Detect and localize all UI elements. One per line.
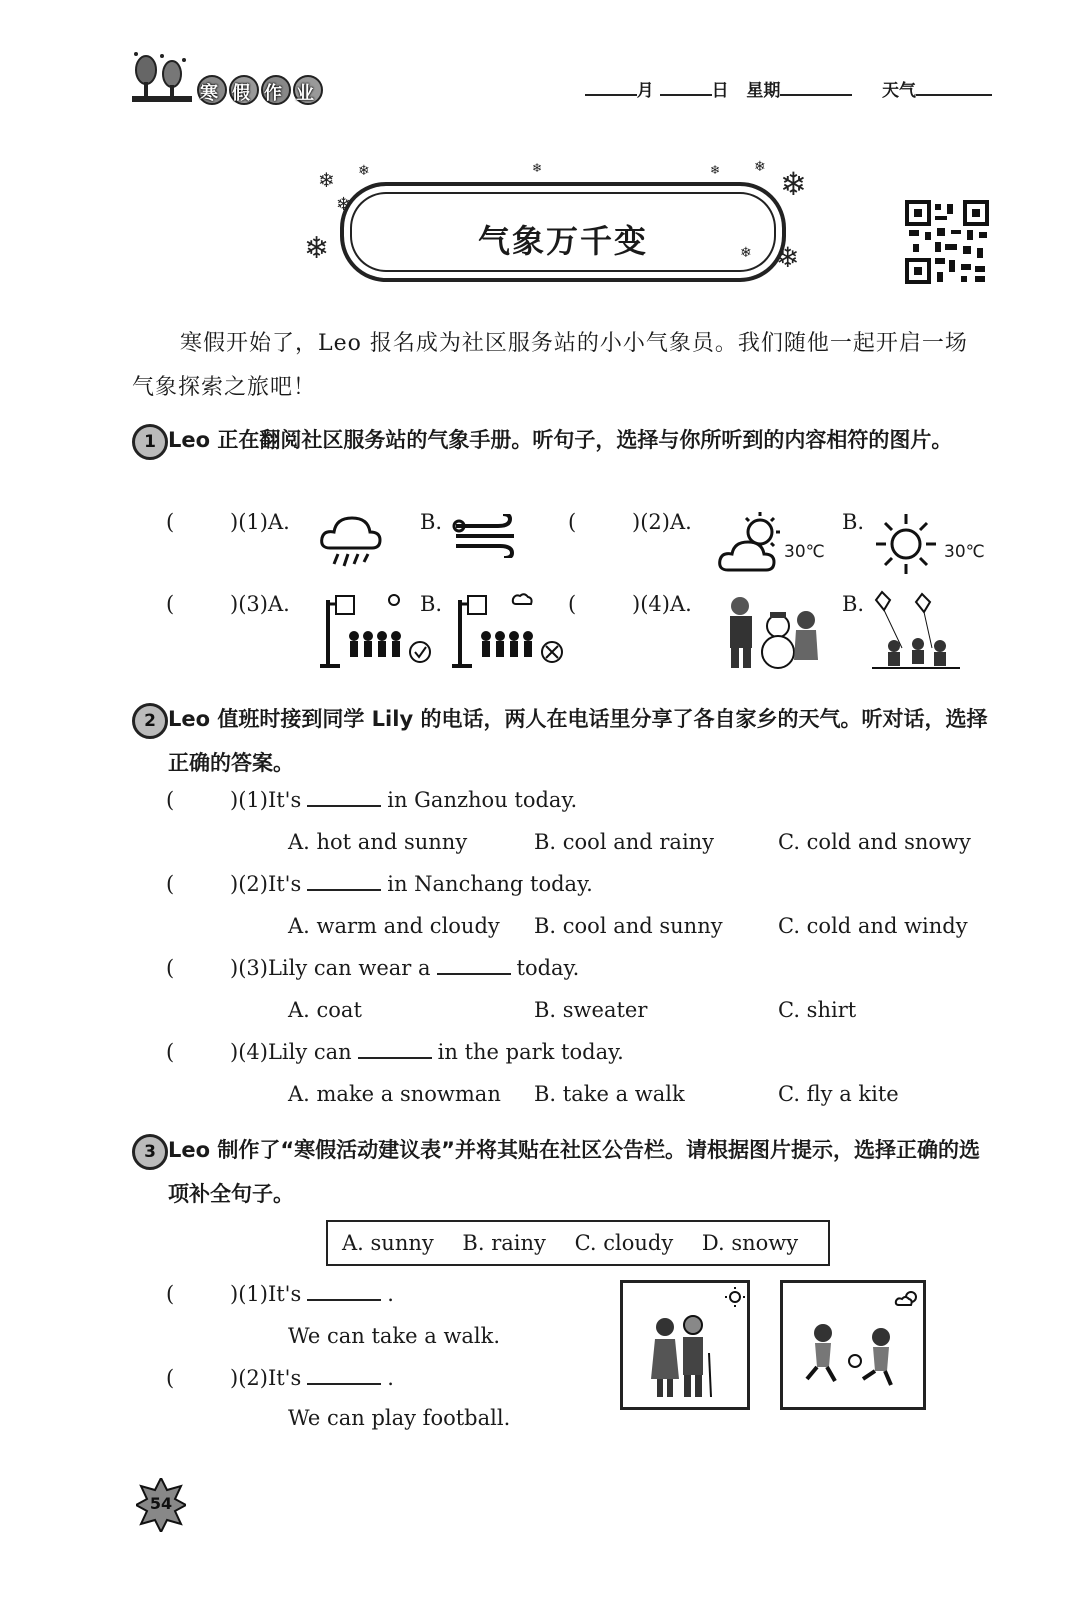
answer-paren[interactable]: ( (166, 956, 175, 980)
month-label: 月 (636, 81, 654, 101)
answer-paren[interactable]: ( (166, 510, 175, 534)
intro-paragraph (132, 322, 990, 410)
weather-blank[interactable] (916, 80, 992, 96)
temp-a: 30℃ (784, 542, 825, 562)
s2-q4-option-c[interactable]: C. fly a kite (778, 1082, 899, 1106)
weekday-blank[interactable] (780, 80, 852, 96)
s2-q2-rest: in Nanchang today. (387, 872, 593, 896)
title-banner (300, 160, 820, 290)
option-c[interactable]: C. cloudy (574, 1231, 674, 1255)
fill-blank[interactable] (437, 957, 511, 975)
temp-b: 30℃ (944, 542, 985, 562)
s2-q1-row (166, 788, 577, 812)
s1-q4-row (568, 592, 692, 616)
snowflake-icon: ❄ (710, 163, 721, 177)
s2-q3-label: )(3)Lily can wear a (230, 956, 431, 980)
section-1-number: 1 (132, 424, 168, 460)
s2-q4-option-b[interactable]: B. take a walk (534, 1082, 685, 1106)
snowman-picture (718, 590, 828, 672)
s2-q1-option-a[interactable]: A. hot and sunny (288, 830, 468, 854)
logo-text: 寒假作业 (200, 83, 328, 104)
section-2-instruction: Leo 值班时接到同学 Lily 的电话，两人在电话里分享了各自家乡的天气。听对话，选择正确的答案。 (168, 707, 988, 775)
s2-q4-option-a[interactable]: A. make a snowman (288, 1082, 501, 1106)
s3-q1-sentence: We can take a walk. (288, 1324, 501, 1348)
s1-q3-b: B. (420, 592, 443, 616)
wind-icon (452, 514, 522, 558)
s2-q3-option-a[interactable]: A. coat (288, 998, 362, 1022)
s3-q2-row (166, 1366, 394, 1390)
s2-q4-row (166, 1040, 624, 1064)
s2-q1-rest: in Ganzhou today. (387, 788, 578, 812)
sun-icon (874, 512, 938, 576)
s3-q2-sentence: We can play football. (288, 1406, 511, 1430)
s2-q2-option-b[interactable]: B. cool and sunny (534, 914, 723, 938)
day-label: 日 (711, 81, 729, 101)
section-2-number: 2 (132, 703, 168, 739)
fill-blank[interactable] (358, 1041, 432, 1059)
snowflake-icon: ❄ (740, 245, 752, 261)
fill-blank[interactable] (307, 1283, 381, 1301)
option-a[interactable]: A. sunny (342, 1231, 434, 1255)
page-number (136, 1478, 186, 1532)
s1-q4-label: )(4)A. (632, 592, 692, 616)
snowflake-icon: ❄ (336, 194, 352, 215)
option-b[interactable]: B. rainy (462, 1231, 546, 1255)
answer-paren[interactable]: ( (166, 872, 175, 896)
section-3-number: 3 (132, 1134, 168, 1170)
s1-q1-b: B. (420, 510, 443, 534)
s2-q1-option-b[interactable]: B. cool and rainy (534, 830, 715, 854)
s2-q3-rest: today. (516, 956, 580, 980)
title-frame (340, 182, 786, 282)
page-number-text: 54 (149, 1494, 173, 1513)
s2-q3-row (166, 956, 579, 980)
s1-q2-b: B. (842, 510, 865, 534)
snowflake-icon: ❄ (304, 231, 330, 266)
s1-q1-label: )(1)A. (230, 510, 290, 534)
kite-flying-picture (872, 588, 960, 672)
s2-q2-option-a[interactable]: A. warm and cloudy (288, 914, 500, 938)
rain-cloud-icon (318, 510, 384, 568)
day-blank[interactable] (660, 80, 712, 96)
football-cloudy-picture (780, 1280, 926, 1410)
snowflake-icon: ❄ (532, 161, 543, 175)
s1-q4-b: B. (842, 592, 865, 616)
s2-q3-option-b[interactable]: B. sweater (534, 998, 648, 1022)
s1-q2-row (568, 510, 692, 534)
s2-q3-option-c[interactable]: C. shirt (778, 998, 857, 1022)
answer-paren[interactable]: ( (166, 788, 175, 812)
fill-blank[interactable] (307, 789, 381, 807)
s1-q1-row (166, 510, 290, 534)
answer-paren[interactable]: ( (568, 510, 577, 534)
section-1-instruction: Leo 正在翻阅社区服务站的气象手册。听句子，选择与你所听到的内容相符的图片。 (168, 428, 953, 452)
s3-q1-label: )(1)It's (230, 1282, 302, 1306)
s1-q3-row (166, 592, 290, 616)
s3-q2-label: )(2)It's (230, 1366, 302, 1390)
answer-paren[interactable]: ( (166, 1282, 175, 1306)
snowflake-icon: ❄ (358, 163, 370, 179)
basketball-rainy-no-picture (450, 590, 566, 672)
options-box (326, 1220, 830, 1266)
s2-q1-option-c[interactable]: C. cold and snowy (778, 830, 971, 854)
s3-q1-row (166, 1282, 394, 1306)
s1-q3-label: )(3)A. (230, 592, 290, 616)
section-3-instruction: Leo 制作了“寒假活动建议表”并将其贴在社区公告栏。请根据图片提示，选择正确的选项补全句子。 (168, 1138, 980, 1206)
s3-q2-end: . (387, 1366, 394, 1390)
snowflake-icon: ❄ (780, 165, 807, 203)
s2-q1-label: )(1)It's (230, 788, 302, 812)
date-line (585, 76, 992, 101)
fill-blank[interactable] (307, 873, 381, 891)
answer-paren[interactable]: ( (166, 592, 175, 616)
s1-q2-label: )(2)A. (632, 510, 692, 534)
answer-paren[interactable]: ( (568, 592, 577, 616)
snowflake-icon: ❄ (318, 168, 335, 192)
s2-q2-row (166, 872, 593, 896)
weather-label: 天气 (882, 81, 916, 101)
snowflake-icon: ❄ (776, 241, 800, 274)
s2-q2-label: )(2)It's (230, 872, 302, 896)
s2-q4-label: )(4)Lily can (230, 1040, 352, 1064)
snowflake-icon: ❄ (754, 159, 766, 175)
weekday-label: 星期 (746, 81, 781, 101)
basketball-sunny-yes-picture (318, 590, 434, 672)
s2-q2-option-c[interactable]: C. cold and windy (778, 914, 968, 938)
page-title: 气象万千变 (477, 222, 648, 260)
answer-paren[interactable]: ( (166, 1366, 175, 1390)
month-blank[interactable] (585, 80, 637, 96)
s3-q1-end: . (387, 1282, 394, 1306)
fill-blank[interactable] (307, 1367, 381, 1385)
walking-sunny-picture (620, 1280, 750, 1410)
answer-paren[interactable]: ( (166, 1040, 175, 1064)
header-logo (132, 50, 332, 112)
sun-cloud-icon (718, 510, 784, 574)
s2-q4-rest: in the park today. (437, 1040, 624, 1064)
intro-text: 寒假开始了，Leo 报名成为社区服务站的小小气象员。我们随他一起开启一场气象探索之旅吧！ (132, 331, 968, 400)
option-d[interactable]: D. snowy (701, 1231, 799, 1255)
qr-code[interactable] (905, 200, 989, 284)
